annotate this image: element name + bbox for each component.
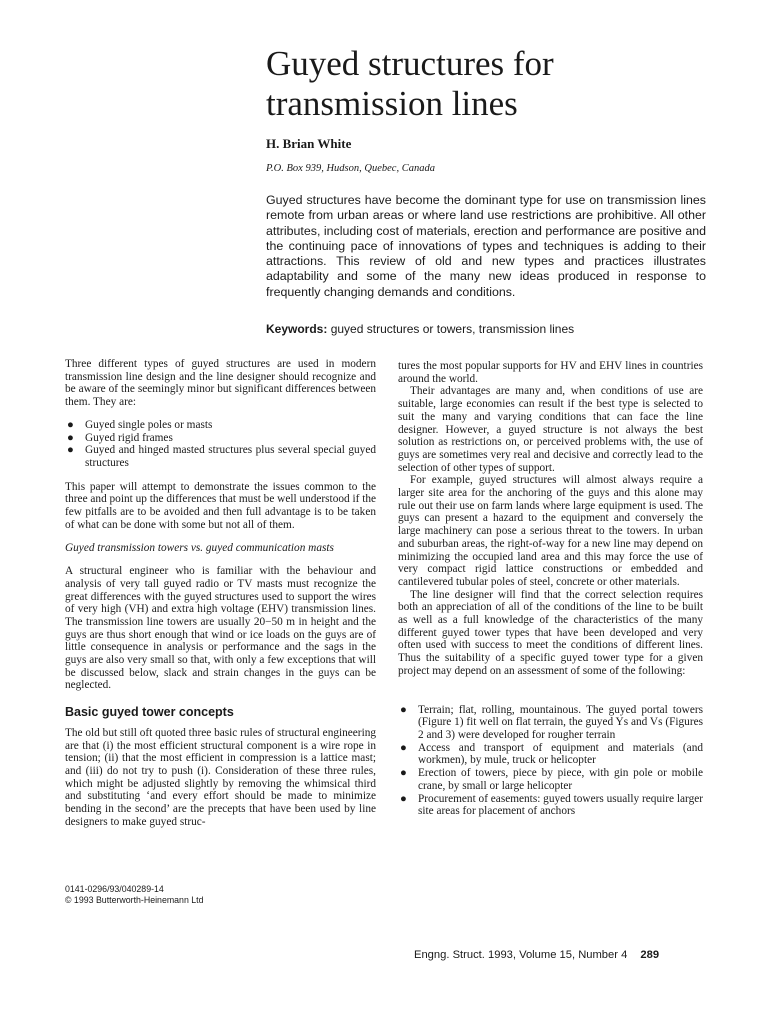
list-item: ● Procurement of easements: guyed towers usually require larger site areas for placement of anchors <box>400 792 703 818</box>
bullet-icon: ● <box>400 767 407 780</box>
list-item: ● Guyed and hinged masted structures plus several special guyed structures <box>67 444 376 469</box>
author-name: H. Brian White <box>266 136 352 151</box>
right-column <box>398 360 703 829</box>
author-affiliation: P.O. Box 939, Hudson, Quebec, Canada <box>266 163 435 174</box>
bullet-icon: ● <box>67 431 74 444</box>
intro-paragraph: Three different types of guyed structures are used in modern transmission line design and the line designer should recognize and be aware of the seemingly minor but significant differences between them. They are: <box>65 358 376 409</box>
list-item: ● Terrain; flat, rolling, mountainous. The guyed portal towers (Figure 1) fit well on flat terrain, the guyed Ys and Vs (Figures 2 and 3) were developed for rougher terrain <box>400 703 703 741</box>
list-item: ● Guyed single poles or masts <box>67 418 213 431</box>
keywords-label: Keywords: <box>266 322 328 336</box>
body-paragraph: A structural engineer who is familiar with the behaviour and analysis of very tall guyed radio or TV masts must recognize the great differences with the guyed structures used to support the wires of very high (VH) and extra high voltage (EHV) transmission lines. The transmission line towers are usually 20−50 m in height and the guys are thus short enough that wind or ice loads on the guys are of little consequence in analysis or performance and the sags in the guys are also very small so that, with only a few exceptions that will be discussed below, slack and strain changes in the guys can be neglected. <box>65 565 376 692</box>
structure-types-list <box>65 419 376 470</box>
subsection-heading: Guyed transmission towers vs. guyed communication masts <box>65 542 334 555</box>
page-footer <box>414 949 659 961</box>
journal-citation: Engng. Struct. 1993, Volume 15, Number 4 <box>414 949 628 961</box>
bullet-icon: ● <box>400 703 407 716</box>
bullet-icon: ● <box>400 792 407 805</box>
publication-info <box>65 884 204 906</box>
abstract: Guyed structures have become the dominant type for use on transmission lines remote from urban areas or where land use restrictions are prohibitive. All other attributes, including cost of materials, erection and performance are positive and the continuing pace of innovations of types and techniques is adding to their attractions. This review of old and new types and practices illustrates adaptability and some of the many new ideas produced in response to frequently changing demands and conditions. <box>266 193 706 299</box>
page-number: 289 <box>640 949 660 961</box>
copyright-notice: © 1993 Butterworth-Heinemann Ltd <box>65 895 204 905</box>
body-paragraph: tures the most popular supports for HV and EHV lines in countries around the world. <box>398 360 703 385</box>
left-column <box>65 358 376 829</box>
body-paragraph: This paper will attempt to demonstrate the issues common to the three and point up the differences that must be well understood if the few pitfalls are to be avoided and then full advantage is to be taken of what can be done with some but not all of them. <box>65 480 376 531</box>
list-item: ● Erection of towers, piece by piece, with gin pole or mobile crane, by small or large helicopter <box>400 767 703 792</box>
paper-title: Guyed structures for transmission lines <box>266 44 554 123</box>
body-paragraph: The line designer will find that the correct selection requires both an appreciation of all of the conditions of the line to be built as well as a full knowledge of the characteristics of the many different guyed tower types that have been developed and very often used with success to meet the conditions of different lines. Thus the suitability of a specific guyed tower type for a given project may depend on an assessment of some of the following: <box>398 588 703 677</box>
publication-code: 0141-0296/93/040289-14 <box>65 884 164 894</box>
keywords-text: guyed structures or towers, transmission lines <box>330 322 575 336</box>
list-item: ● Guyed rigid frames <box>67 431 173 444</box>
assessment-criteria-list <box>398 704 703 818</box>
bullet-icon: ● <box>400 741 407 754</box>
body-paragraph: Their advantages are many and, when conditions of use are suitable, large economies can result if the best type is selected to suit the many and varying conditions that can face the line designer. However, a guyed structure is not always the best solution as restrictions on, or perceived problems with, the use of guys are sometimes very real and decisive and correctly lead to the selection of other types of support. <box>398 385 703 474</box>
list-item: ● Access and transport of equipment and materials (and workmen), by mule, truck or helicopter <box>400 741 703 767</box>
keywords-line <box>266 322 574 336</box>
bullet-icon: ● <box>67 444 74 457</box>
section-heading: Basic guyed tower concepts <box>65 705 234 720</box>
bullet-icon: ● <box>67 418 74 431</box>
body-paragraph: For example, guyed structures will almost always require a larger site area for the anchoring of the guys and this alone may rule out their use on farm lands where large equipment is used. The guys can present a hazard to the equipment and conversely the large machinery can pose a serious threat to the towers. In urban and suburban areas, the right-of-way for a new line may depend on minimizing the occupied land area and this may force the use of very compact rigid lattice constructions or embedded and cantilevered tubular poles of steel, concrete or other materials. <box>398 474 703 588</box>
body-paragraph: The old but still oft quoted three basic rules of structural engineering are that (i) the most efficient structural component is a wire rope in tension; (ii) that the most efficient in compression is a lattice mast; and (iii) do not try to push (i). Consideration of these three rules, which might be adjusted slightly by removing the whimsical third and substituting ‘and every effort should be made to minimize bending in the second’ are the precepts that have been used by line designers to make guyed struc- <box>65 726 376 828</box>
